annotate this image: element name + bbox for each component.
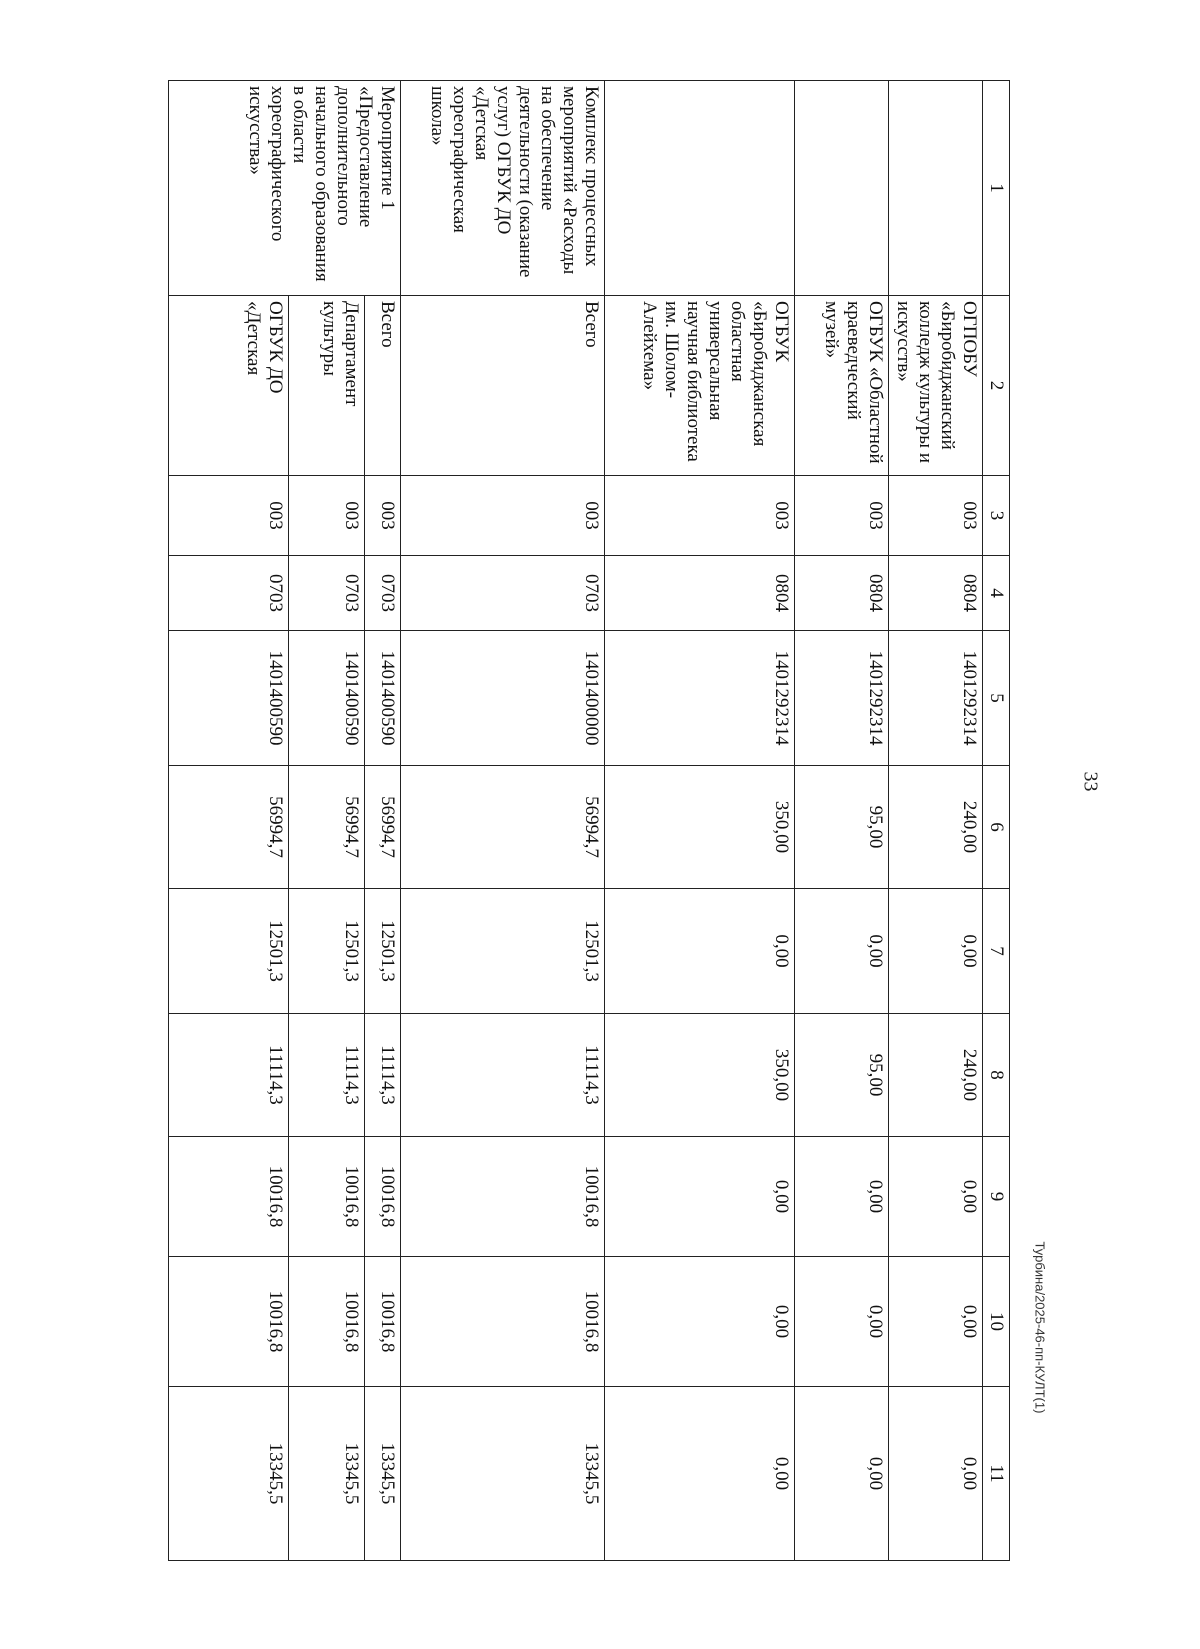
cell-year: 10016,8 bbox=[401, 1137, 605, 1257]
header-cell: 9 bbox=[983, 1137, 1010, 1257]
cell-csr: 1401400000 bbox=[401, 631, 605, 766]
header-cell: 4 bbox=[983, 556, 1010, 631]
cell-rzpr: 0703 bbox=[169, 556, 289, 631]
cell-year: 10016,8 bbox=[169, 1257, 289, 1387]
cell-year: 13345,5 bbox=[169, 1387, 289, 1561]
header-cell: 3 bbox=[983, 476, 1010, 556]
cell-year: 13345,5 bbox=[365, 1387, 401, 1561]
cell-total: 56994,7 bbox=[169, 766, 289, 889]
cell-year: 12501,3 bbox=[365, 889, 401, 1014]
cell-year: 13345,5 bbox=[401, 1387, 605, 1561]
document-code: Турбина/2025-46-пп-КУЛТ(1) bbox=[1032, 1241, 1048, 1414]
cell-year: 0,00 bbox=[795, 889, 889, 1014]
budget-table bbox=[168, 80, 1010, 1561]
cell-year: 0,00 bbox=[795, 1387, 889, 1561]
header-cell: 11 bbox=[983, 1387, 1010, 1561]
cell-grbs: 003 bbox=[289, 476, 365, 556]
cell-year: 12501,3 bbox=[289, 889, 365, 1014]
cell-rzpr: 0804 bbox=[795, 556, 889, 631]
cell-year: 11114,3 bbox=[401, 1014, 605, 1137]
cell-year: 0,00 bbox=[889, 1387, 983, 1561]
cell-program bbox=[889, 81, 983, 296]
cell-year: 10016,8 bbox=[289, 1137, 365, 1257]
table-row bbox=[889, 81, 983, 1561]
cell-program bbox=[605, 81, 795, 296]
cell-rzpr: 0804 bbox=[605, 556, 795, 631]
cell-year: 0,00 bbox=[605, 1387, 795, 1561]
header-cell: 5 bbox=[983, 631, 1010, 766]
cell-year: 350,00 bbox=[605, 1014, 795, 1137]
cell-year: 10016,8 bbox=[169, 1137, 289, 1257]
header-cell: 1 bbox=[983, 81, 1010, 296]
table-row bbox=[401, 81, 605, 1561]
cell-year: 0,00 bbox=[605, 889, 795, 1014]
cell-year: 0,00 bbox=[889, 1257, 983, 1387]
cell-year: 0,00 bbox=[605, 1137, 795, 1257]
cell-total: 240,00 bbox=[889, 766, 983, 889]
cell-grbs: 003 bbox=[365, 476, 401, 556]
header-cell: 8 bbox=[983, 1014, 1010, 1137]
header-row bbox=[983, 81, 1010, 1561]
cell-total: 56994,7 bbox=[289, 766, 365, 889]
cell-program: Комплекс процессных мероприятий «Расходы на обеспечение деятельности (оказание услуг) ОГБУК ДО «Детская хореографическая школа» bbox=[401, 81, 605, 296]
table-row bbox=[169, 81, 289, 1561]
cell-year: 0,00 bbox=[795, 1137, 889, 1257]
cell-grbs: 003 bbox=[605, 476, 795, 556]
cell-year: 0,00 bbox=[889, 889, 983, 1014]
page-number: 33 bbox=[1079, 771, 1102, 792]
header-cell: 7 bbox=[983, 889, 1010, 1014]
cell-grbs: 003 bbox=[795, 476, 889, 556]
table-row bbox=[795, 81, 889, 1561]
cell-executor: Всего bbox=[401, 296, 605, 476]
cell-year: 10016,8 bbox=[289, 1257, 365, 1387]
cell-rzpr: 0703 bbox=[365, 556, 401, 631]
cell-year: 0,00 bbox=[605, 1257, 795, 1387]
table-row bbox=[289, 81, 365, 1561]
cell-program: Мероприятие 1 «Предоставление дополнительного начального образования в области хореографического искусства» bbox=[169, 81, 401, 296]
header-cell: 10 bbox=[983, 1257, 1010, 1387]
cell-csr: 1401292314 bbox=[795, 631, 889, 766]
cell-year: 10016,8 bbox=[365, 1137, 401, 1257]
cell-executor: ОГБУК «Областной краеведческий музей» bbox=[795, 296, 889, 476]
cell-year: 10016,8 bbox=[365, 1257, 401, 1387]
cell-year: 0,00 bbox=[889, 1137, 983, 1257]
cell-year: 95,00 bbox=[795, 1014, 889, 1137]
cell-executor: ОГПОБУ «Биробиджанский колледж культуры и искусств» bbox=[889, 296, 983, 476]
cell-executor: Всего bbox=[365, 296, 401, 476]
cell-csr: 1401400590 bbox=[365, 631, 401, 766]
cell-year: 11114,3 bbox=[365, 1014, 401, 1137]
cell-year: 10016,8 bbox=[401, 1257, 605, 1387]
header-cell: 2 bbox=[983, 296, 1010, 476]
cell-csr: 1401400590 bbox=[289, 631, 365, 766]
cell-grbs: 003 bbox=[169, 476, 289, 556]
cell-grbs: 003 bbox=[401, 476, 605, 556]
rotated-table-container bbox=[130, 80, 1010, 1560]
cell-rzpr: 0703 bbox=[401, 556, 605, 631]
cell-year: 11114,3 bbox=[289, 1014, 365, 1137]
header-cell: 6 bbox=[983, 766, 1010, 889]
cell-csr: 1401292314 bbox=[605, 631, 795, 766]
cell-year: 13345,5 bbox=[289, 1387, 365, 1561]
cell-year: 12501,3 bbox=[169, 889, 289, 1014]
cell-executor: ОГБУК «Биробиджанская областная универсальная научная библиотека им. Шолом-Алейхема» bbox=[605, 296, 795, 476]
cell-total: 95,00 bbox=[795, 766, 889, 889]
cell-executor: Департамент культуры bbox=[289, 296, 365, 476]
cell-year: 0,00 bbox=[795, 1257, 889, 1387]
cell-csr: 1401400590 bbox=[169, 631, 289, 766]
cell-grbs: 003 bbox=[889, 476, 983, 556]
table-row bbox=[365, 81, 401, 1561]
cell-year: 240,00 bbox=[889, 1014, 983, 1137]
cell-total: 56994,7 bbox=[365, 766, 401, 889]
cell-rzpr: 0804 bbox=[889, 556, 983, 631]
cell-total: 56994,7 bbox=[401, 766, 605, 889]
cell-csr: 1401292314 bbox=[889, 631, 983, 766]
cell-year: 11114,3 bbox=[169, 1014, 289, 1137]
cell-program bbox=[795, 81, 889, 296]
cell-year: 12501,3 bbox=[401, 889, 605, 1014]
cell-rzpr: 0703 bbox=[289, 556, 365, 631]
table-row bbox=[605, 81, 795, 1561]
cell-executor: ОГБУК ДО «Детская bbox=[169, 296, 289, 476]
cell-total: 350,00 bbox=[605, 766, 795, 889]
